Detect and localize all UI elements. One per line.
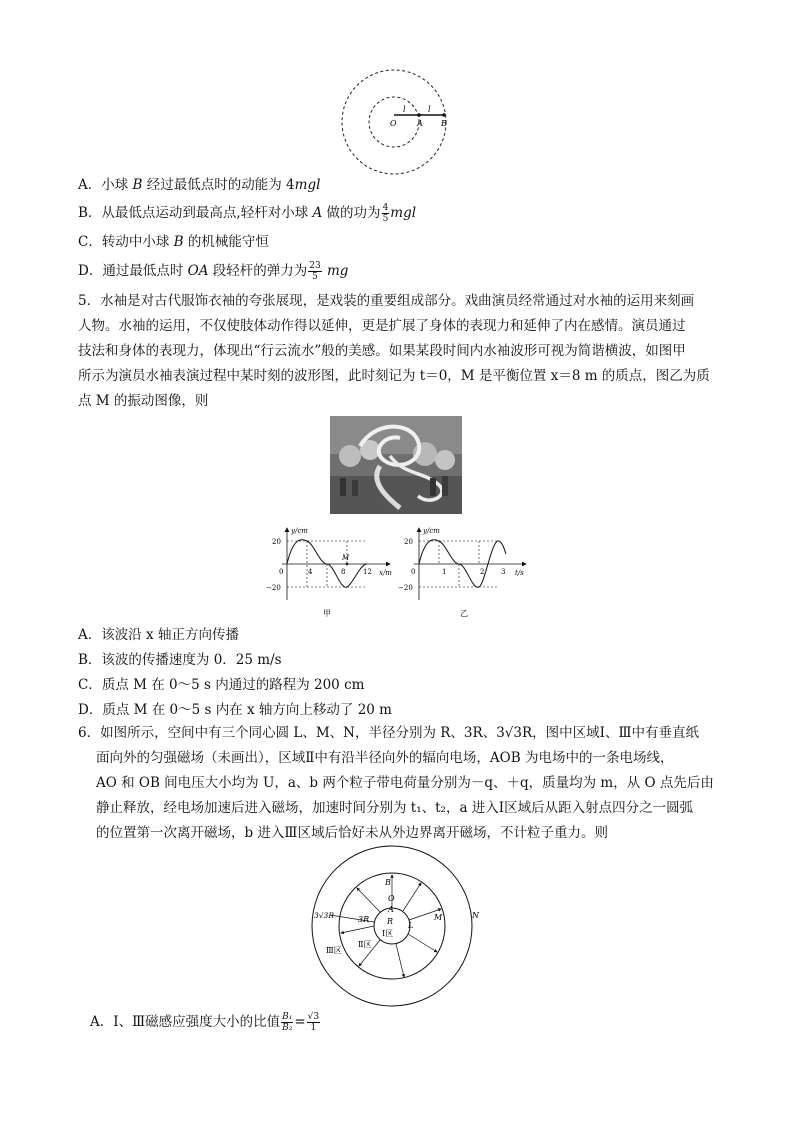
q4-d-seg: OA [187,263,209,279]
fig6-zone-2: Ⅱ区 [358,940,372,949]
q6-a-rden: 1 [310,1023,317,1033]
jia-zero: 0 [279,568,284,576]
yi-caption: 乙 [460,609,468,618]
jia-tick-8: 8 [341,568,346,576]
q5-stem-line-5: 点 M 的振动图像，则 [78,393,209,409]
q5-stem-line-3: 技法和身体的表现力，体现出“行云流水”般的美感。如果某段时间内水袖波形可视为简谐横波，如图甲 [78,343,686,359]
q6-a-rnum: √3 [307,1012,320,1022]
radial-field-lines [330,875,441,977]
label-l2: l [428,105,431,114]
fig6-zone-3: Ⅲ区 [326,946,342,955]
q6-stem-rest [96,746,728,846]
jia-xlabel: x/m [379,569,392,577]
q4-d-den: 5 [312,272,318,282]
q4-b-ball: A [312,205,323,221]
q4-option-c [78,232,269,252]
q6-a-ratio-fraction [281,1012,293,1033]
q4-d-mid: 段轻杆的弹力为 [208,263,308,279]
q4-b-prefix: B．从最低点运动到最高点,轻杆对小球 [78,205,313,221]
q6-stem-line-3: AO 和 OB 间电压大小均为 U，a、b 两个粒子带电荷量分别为－q、＋q，质量均为 m，从 O 点先后由 [96,775,714,791]
ball-a [417,113,421,117]
fig6-label-m: M [434,913,443,922]
q6-stem-line-5: 的位置第一次离开磁场，b 进入Ⅲ区域后恰好未从外边界离开磁场，不计粒子重力。则 [96,825,608,841]
fig6-label-l: L [408,921,414,930]
q5-option-a: A．该波沿 x 轴正方向传播 [78,627,239,643]
yi-y-neg20: −20 [398,584,413,592]
q6-stem-line-2: 面向外的匀强磁场（未画出），区域Ⅱ中有沿半径向外的辐向电场，AOB 为电场中的一条电场线， [96,750,674,766]
q4-b-mid: 做的功为 [322,205,381,221]
yi-xlabel: t/s [515,569,524,577]
fig6-label-r: R [387,917,394,926]
yi-zero: 0 [411,568,416,576]
q4-option-b [78,203,416,224]
q5-stem-line-2: 人物。水袖的运用，不仅使肢体动作得以延伸，更是扩展了身体的表现力和延伸了内在感情。演员通过 [78,318,686,334]
q6-a-prefix: A．Ⅰ、Ⅲ磁感应强度大小的比值 [90,1014,281,1030]
fig6-label-a: A [388,905,394,914]
yi-tick-3: 3 [501,568,506,576]
yi-tick-1: 1 [442,568,447,576]
yi-tick-2: 2 [480,568,485,576]
jia-y-neg20: −20 [266,584,281,592]
q4-d-fraction [308,261,321,282]
label-l1: l [403,105,406,114]
q4-d-prefix: D．通过最低点时 [78,263,188,279]
q4-b-num: 4 [382,203,389,213]
q4-d-unit: mg [322,263,349,279]
q5-stem [78,289,728,414]
q6-option-a [90,1012,321,1033]
fig6-label-3root3r: 3√3R [314,911,334,920]
fig6-label-n: N [472,911,479,920]
label-a: A [417,119,423,128]
label-o: O [390,119,397,128]
yi-vibration-curve [419,540,506,588]
q4-a-unit: mgl [294,177,321,193]
q6-stem-line-4: 静止释放，经电场加速后进入磁场，加速时间分别为 t₁、t₂，a 进入Ⅰ区域后从距入射点四分之一圆弧 [96,800,694,816]
graph-yi [398,524,533,624]
q4-c-prefix: C．转动中小球 [78,234,174,250]
jia-label-m: M [342,554,350,562]
water-sleeve-photo [330,416,462,514]
fig6-zone-1: Ⅰ区 [382,929,394,938]
q5-option-d: D．质点 M 在 0～5 s 内在 x 轴方向上移动了 20 m [78,702,392,718]
fig6-label-3r: 3R [358,915,370,924]
q6-a-num: B₁ [282,1012,293,1022]
q5-stem-line-4: 所示为演员水袖表演过程中某时刻的波形图，此时刻记为 t＝0，M 是平衡位置 x＝8 m 的质点，图乙为质 [78,368,710,384]
q4-c-ball: B [173,234,184,250]
ball-b [442,113,446,117]
jia-y-20: 20 [272,538,281,546]
q4-b-fraction [382,203,390,224]
jia-ylabel: y/cm [291,527,308,535]
q4-a-prefix: A．小球 [78,177,133,193]
jia-tick-12: 12 [363,568,372,576]
q4-d-num: 23 [309,261,321,271]
q5-stem-line-1: 5．水袖是对古代服饰衣袖的夸张展现，是戏装的重要组成部分。戏曲演员经常通过对水袖的运用来刻画 [78,293,695,309]
q4-c-mid: 的机械能守恒 [183,234,269,250]
q4-a-mid: 经过最低点时的动能为 4 [142,177,295,193]
q4-b-unit: mgl [390,205,417,221]
q6-a-value-fraction [307,1012,320,1033]
graph-jia [262,524,397,624]
yi-y-20: 20 [404,538,413,546]
yi-ylabel: y/cm [423,527,440,535]
q6-stem-first: 6．如图所示，空间中有三个同心圆 L、M、N，半径分别为 R、3R、3√3R，图中区域Ⅰ、Ⅲ中有垂直纸 [78,725,699,741]
q4-figure [340,68,460,176]
jia-tick-4: 4 [308,568,313,576]
q4-option-d [78,261,348,282]
q4-a-ball: B [132,177,143,193]
label-b: B [441,119,447,128]
q4-option-a [78,175,320,195]
q4-b-den: 5 [382,214,389,224]
fig6-label-b: B [385,878,391,887]
q6-figure [300,838,500,1018]
circle-n [312,846,472,1006]
q5-option-c: C．质点 M 在 0～5 s 内通过的路程为 200 cm [78,677,365,693]
jia-caption: 甲 [323,609,331,618]
q6-a-den: B₂ [282,1023,293,1033]
fig6-label-o: O [388,894,395,903]
q6-a-eq: = [294,1014,306,1030]
q5-option-b: B．该波的传播速度为 0．25 m/s [78,652,282,668]
